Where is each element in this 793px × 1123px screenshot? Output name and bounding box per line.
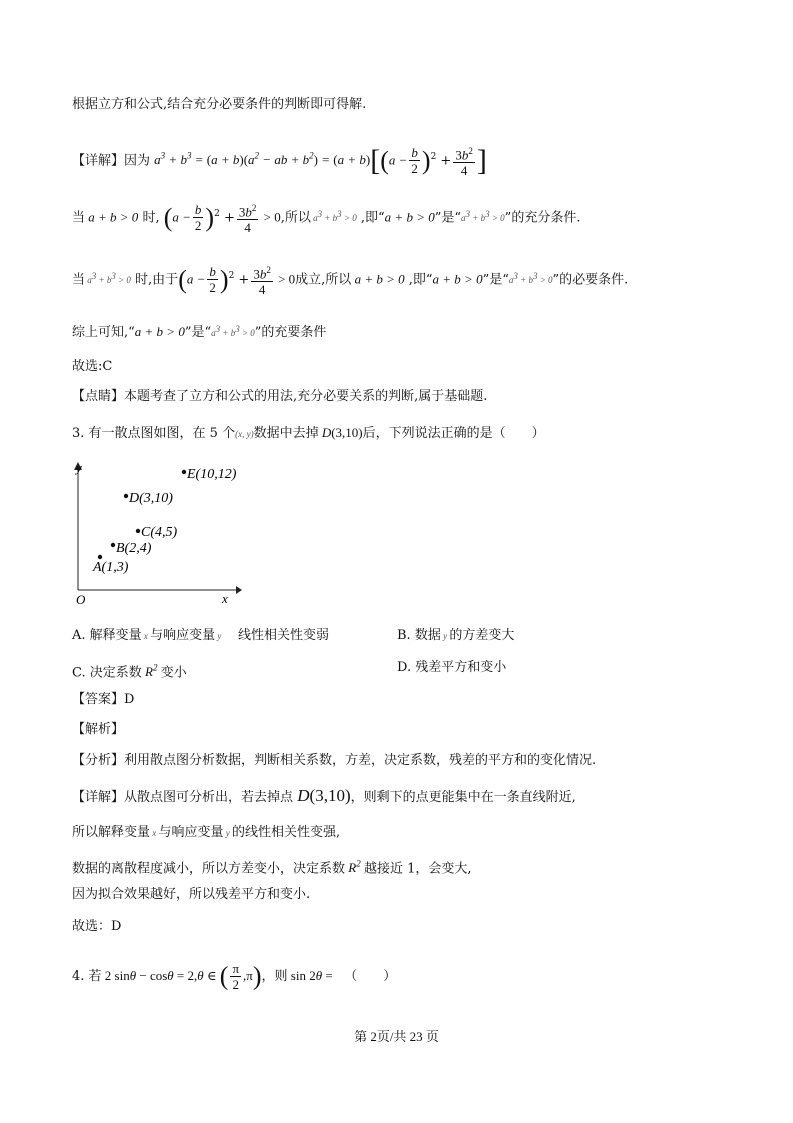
origin-label: O bbox=[76, 592, 86, 607]
option-a: A. 解释变量 x 与响应变量 y 线性相关性变弱 bbox=[72, 628, 329, 643]
answer-line: 【答案】D bbox=[72, 692, 135, 707]
option-d: D. 残差平方和变小 bbox=[397, 660, 507, 675]
detail-q3-l1: 所以解释变量 x 与响应变量 y 的线性相关性变强, bbox=[72, 825, 341, 840]
detail-q3-l3: 因为拟合效果越好，所以残差平方和变小. bbox=[72, 887, 311, 902]
detail-line: 【详解】因为 $a^3 + b^3 = (a + b)(a^2$ − ab + $b^2) = (a + b)[(a$ − $\frac{b}{2}$ )$^2$ + $\frac{3b^2}{4}$ ] bbox=[72, 143, 487, 178]
fraction-3b2-over-4: $\frac{3b^2}{4}$ bbox=[455, 145, 473, 178]
sufficient-line: 当 a + b > 0 时, (a − $\frac{b}{2}$ )$^2$ + $\frac{3b^2}{4}$ > 0,所以 $a^3 + b^3 > 0$ ,即“a + b > 0”是“$a^3 + b^3 > 0$”的充分条件. bbox=[72, 202, 581, 235]
analysis-heading: 【解析】 bbox=[72, 722, 125, 737]
remark-line: 【点睛】本题考查了立方和公式的用法,充分必要关系的判断,属于基础题. bbox=[72, 389, 488, 404]
svg-text:E(10,12): E(10,12) bbox=[187, 467, 237, 482]
svg-text:A(1,3): A(1,3) bbox=[93, 560, 129, 575]
bracket-close: ] bbox=[476, 143, 487, 177]
point-b bbox=[111, 541, 152, 556]
necessary-line: 当 $a^3 + b^3 > 0$ 时,由于(a − $\frac{b}{2}$ )$^2$ + $\frac{3b^2}{4}$ > 0成立,所以 a + b > 0 ,即“a + b > 0”是“$a^3 + b^3 > 0$”的必要条件. bbox=[72, 264, 629, 297]
svg-text:C(4,5): C(4,5) bbox=[141, 525, 178, 540]
conclusion-line: 综上可知,“a + b > 0”是“$a^3 + b^3 > 0$”的充要条件 bbox=[72, 324, 327, 340]
point-a bbox=[92, 555, 129, 575]
solution-intro: 根据立方和公式,结合充分必要条件的判断即可得解. bbox=[72, 97, 367, 112]
svg-text:D(3,10): D(3,10) bbox=[129, 491, 173, 506]
svg-text:B(2,4): B(2,4) bbox=[116, 541, 152, 556]
x-axis-label: x bbox=[222, 591, 228, 606]
scatter-plot bbox=[68, 458, 248, 608]
detail-q3-l2: 数据的离散程度减小，所以方差变小，决定系数 $R^2$ 越接近 1，会变大, bbox=[72, 859, 472, 877]
bracket-open: [ bbox=[370, 143, 381, 177]
point-d bbox=[124, 491, 173, 506]
detail-lead: 因为 bbox=[124, 153, 151, 169]
point-e bbox=[182, 467, 237, 482]
option-b: B. 数据 y 的方差变大 bbox=[397, 628, 515, 643]
fraction-b-over-2: $\frac{b}{2}$ bbox=[411, 145, 418, 177]
detail-q3-line: 【详解】从散点图可分析出，若去掉点 D(3,10)，则剩下的点更能集中在一条直线附近, bbox=[72, 786, 576, 805]
y-axis-label: y bbox=[76, 460, 82, 475]
option-c: C. 决定系数 $R^2$ 变小 bbox=[72, 663, 187, 681]
question-3: 3. 有一散点图如图，在 5 个(x, y)数据中去掉 D(3,10)后，下列说法正确的是（ ） bbox=[72, 425, 545, 441]
question-4: 4. 若 2 sinθ − cosθ = 2,θ ∈ ( $\frac{\pi}{2}$ ,π)，则 sin 2θ = （ ） bbox=[72, 961, 397, 992]
formula-cube-sum: $a^3 + b^3 = (a + b)(a^2$ − ab + $b^2) = (a + b)$ bbox=[154, 151, 371, 168]
page-footer: 第 2页/共 23 页 bbox=[354, 1029, 439, 1044]
choice-c: 故选:C bbox=[72, 359, 113, 374]
point-c bbox=[136, 525, 178, 540]
choice-d: 故选：D bbox=[72, 919, 122, 934]
analysis-line: 【分析】利用散点图分析数据，判断相关系数，方差，决定系数，残差的平方和的变化情况. bbox=[72, 753, 597, 768]
detail-tag: 【详解】 bbox=[72, 153, 125, 169]
